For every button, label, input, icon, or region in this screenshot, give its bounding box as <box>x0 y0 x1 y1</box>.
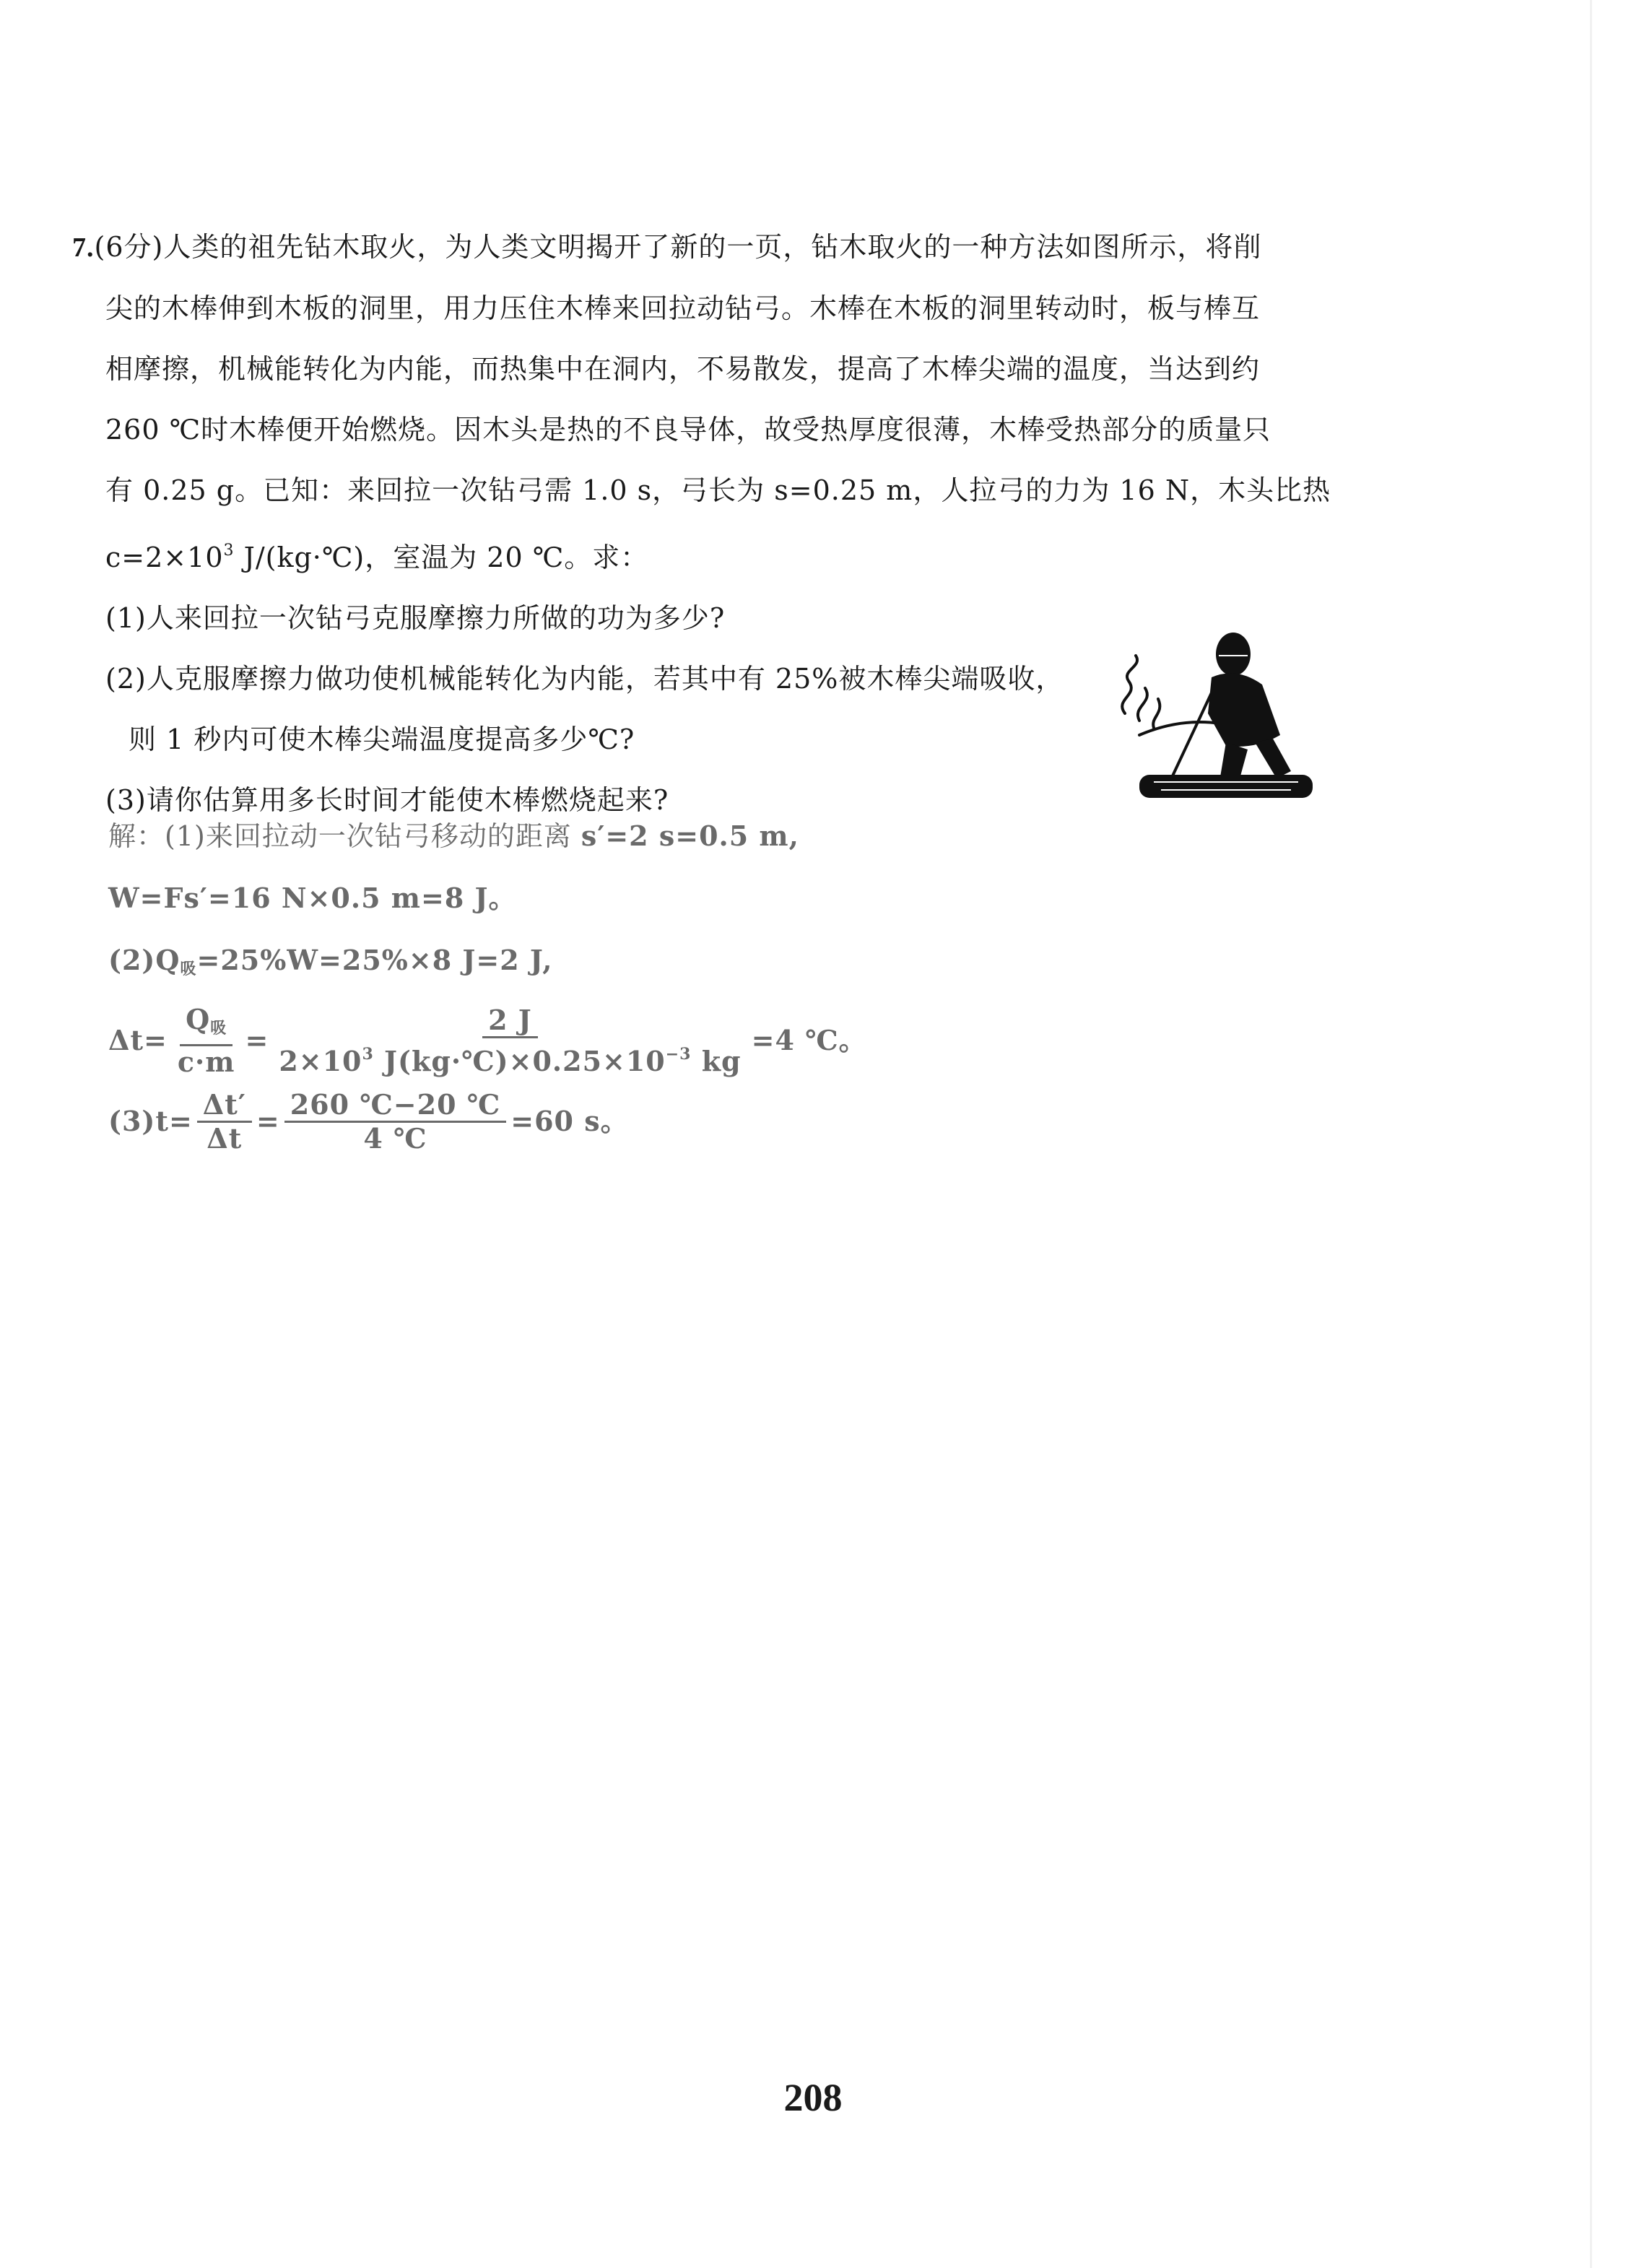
solution-line-3: $(2)Q_吸=25\%W=25\%\times 8$ J=2 J, <box>108 944 553 978</box>
fraction-time-calc: $\frac{260 ℃-20 ℃}{4 ℃}$ <box>284 1089 507 1155</box>
question-line-2: 尖的木棒伸到木板的洞里，用力压住木棒来回拉动钻弓。木棒在木板的洞里转动时，板与棒互 <box>105 292 1261 324</box>
solution-line-1: 解：(1)来回拉动一次钻弓移动的距离 s′=2 s=0.5 m, <box>108 820 799 852</box>
sub-question-3: (3)请你估算用多长时间才能使木棒燃烧起来? <box>105 784 669 816</box>
wood-log-icon <box>1139 775 1313 798</box>
sub-question-2-cont: 则 1 秒内可使木棒尖端温度提高多少℃? <box>129 724 635 755</box>
sub-question-1: (1)人来回拉一次钻弓克服摩擦力所做的功为多少? <box>105 602 726 634</box>
fire-drilling-illustration <box>1110 627 1320 800</box>
question-line-5: 有 0.25 g。已知：来回拉一次钻弓需 1.0 s，弓长为 s=0.25 m，人拉弓的力为 16 N，木头比热 <box>105 474 1331 506</box>
solution-line-5: (3)t= $\frac{\Delta t'}{\Delta t}$ = $\frac{260 ℃-20 ℃}{4 ℃}$ =60 s。 <box>108 1087 629 1155</box>
fraction-q-over-cm: $\frac{Q_吸}{c\cdot m}$ <box>177 1002 235 1078</box>
solution-line-4: Δt= $\frac{Q_吸}{c\cdot m}$ = $\frac{2 J}{2\times 10^3 J(kg\cdot℃)\times 0.25\times 10^{-3} kg}$ =4 ℃。 <box>108 1002 867 1078</box>
question-line-1: 7.(6分)人类的祖先钻木取火，为人类文明揭开了新的一页，钻木取火的一种方法如图所示，将削 <box>72 231 1262 263</box>
scan-edge-line <box>1590 0 1592 2268</box>
question-line-3: 相摩擦，机械能转化为内能，而热集中在洞内，不易散发，提高了木棒尖端的温度，当达到约 <box>105 353 1261 385</box>
question-line-4: 260 ℃时木棒便开始燃烧。因木头是热的不良导体，故受热厚度很薄，木棒受热部分的质量只 <box>105 414 1271 446</box>
page-number: 208 <box>783 2076 843 2119</box>
smoke-icon <box>1122 656 1137 713</box>
solution-line-2: W=Fs′=16 N×0.5 m=8 J。 <box>108 882 517 914</box>
sub-question-2: (2)人克服摩擦力做功使机械能转化为内能，若其中有 25%被木棒尖端吸收， <box>105 663 1064 695</box>
solution <box>108 805 867 1162</box>
fraction-temperature-calc: $\frac{2 J}{2\times 10^3 J(kg\cdot℃)\times 0.25\times 10^{-3} kg}$ <box>279 1003 742 1077</box>
question-number: 7. <box>72 233 95 263</box>
person-body-icon <box>1208 673 1280 747</box>
question-line-6: $c=2\times 10^3$ J/(kg·℃)，室温为 20 ℃。求： <box>105 542 649 573</box>
person-head-icon <box>1216 633 1251 676</box>
fraction-delta-t: $\frac{\Delta t'}{\Delta t}$ <box>197 1089 252 1155</box>
